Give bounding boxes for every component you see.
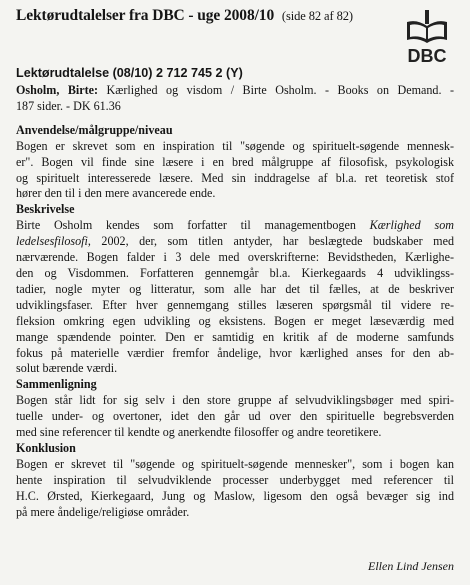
text-line: mange spændende pointer. Den er samtidig en kritik af de moderne samfunds	[16, 329, 454, 344]
section-heading-anvendelse: Anvendelse/målgruppe/niveau	[16, 122, 173, 137]
section-heading-sammenligning: Sammenligning	[16, 377, 97, 392]
book-title: ledelsesfilosofi	[16, 234, 88, 249]
biblio-rest: Kærlighed og visdom / Birte Osholm. - Books on Demand. -	[98, 83, 454, 97]
text-segment: Birte Osholm kendes som forfatter til managementbogen	[16, 218, 370, 233]
text-line: udviklingsfaser. Efter hver gennemgang stilles læseren spørgsmål til videre re-	[16, 297, 454, 312]
text-line: og spirituelt interesserede læsere. Med sin inddragelse af bl.a. ret teoretisk stof	[16, 170, 454, 185]
biblio-line-2: 187 sider. - DK 61.36	[16, 98, 121, 113]
text-line: Bogen er skrevet som en inspiration til "søgende og spirituelt-søgende mennesk-	[16, 138, 454, 153]
text-line: tadier, nogle myter og litteratur, som alle har det til fælles, at de beskriver	[16, 281, 454, 296]
dbc-logo	[398, 10, 456, 72]
text-line	[16, 234, 454, 250]
text-segment: , 2002, der, som titlen antyder, har beslægtede budskaber med	[87, 234, 454, 249]
text-line: på mere åndelige/religiøse områder.	[16, 504, 190, 519]
text-line: fleksion omkring egen udvikling og eksistens. Bogen er meget læseværdig med	[16, 313, 454, 328]
text-line: H.C. Ørsted, Kierkegaard, Jung og Maslow, ligesom den også bevæger sig ind	[16, 488, 454, 503]
biblio-author: Osholm, Birte:	[16, 83, 99, 97]
text-line: er". Bogen vil finde sine læsere i en bred målgruppe af filosofisk, psykologisk	[16, 154, 454, 169]
logo-text: DBC	[407, 46, 447, 66]
text-line: den og Visdommen. Forfatteren gennemgår bl.a. Kierkegaards 4 udviklingss-	[16, 265, 454, 280]
section-heading-beskrivelse: Beskrivelse	[16, 202, 75, 217]
text-line: nærværende. Bogen falder i 3 dele med overskrifterne: Bevidstheden, Kærlighe-	[16, 250, 454, 265]
text-line: hente inspiration til selvudviklende processer underbygget med referencer til	[16, 472, 454, 487]
text-line: solut bærende værdi.	[16, 361, 118, 376]
text-line	[16, 218, 454, 234]
text-line: fokus på materielle værdier fremfor åndelige, hvor kærlighed anses for den ab-	[16, 345, 454, 360]
page-header	[16, 7, 353, 25]
review-body	[16, 83, 454, 520]
book-title: Kærlighed som	[369, 218, 454, 233]
text-line: hører den til i den mere avancerede ende.	[16, 186, 216, 201]
open-book-icon	[405, 10, 449, 44]
page-info: (side 82 af 82)	[281, 9, 353, 23]
text-line: Bogen står lidt for sig selv i den store gruppe af selvudviklingsbøger med spiri-	[16, 393, 454, 408]
reviewer-signature: Ellen Lind Jensen	[368, 559, 454, 573]
record-title: Lektørudtalelse (08/10) 2 712 745 2 (Y)	[16, 66, 243, 80]
header-title: Lektørudtalelser fra DBC - uge 2008/10	[16, 7, 275, 24]
biblio-line-1	[16, 83, 454, 99]
text-line: med sine referencer til kendte og anerkendte filosoffer og andre teoretikere.	[16, 425, 382, 440]
text-line: tuelle under- og overtoner, idet den går ud over den spirituelle begrebsverden	[16, 409, 454, 424]
text-line: Bogen er skrevet til "søgende og spirituelt-søgende mennesker", som i bogen kan	[16, 456, 454, 471]
section-heading-konklusion: Konklusion	[16, 440, 76, 455]
